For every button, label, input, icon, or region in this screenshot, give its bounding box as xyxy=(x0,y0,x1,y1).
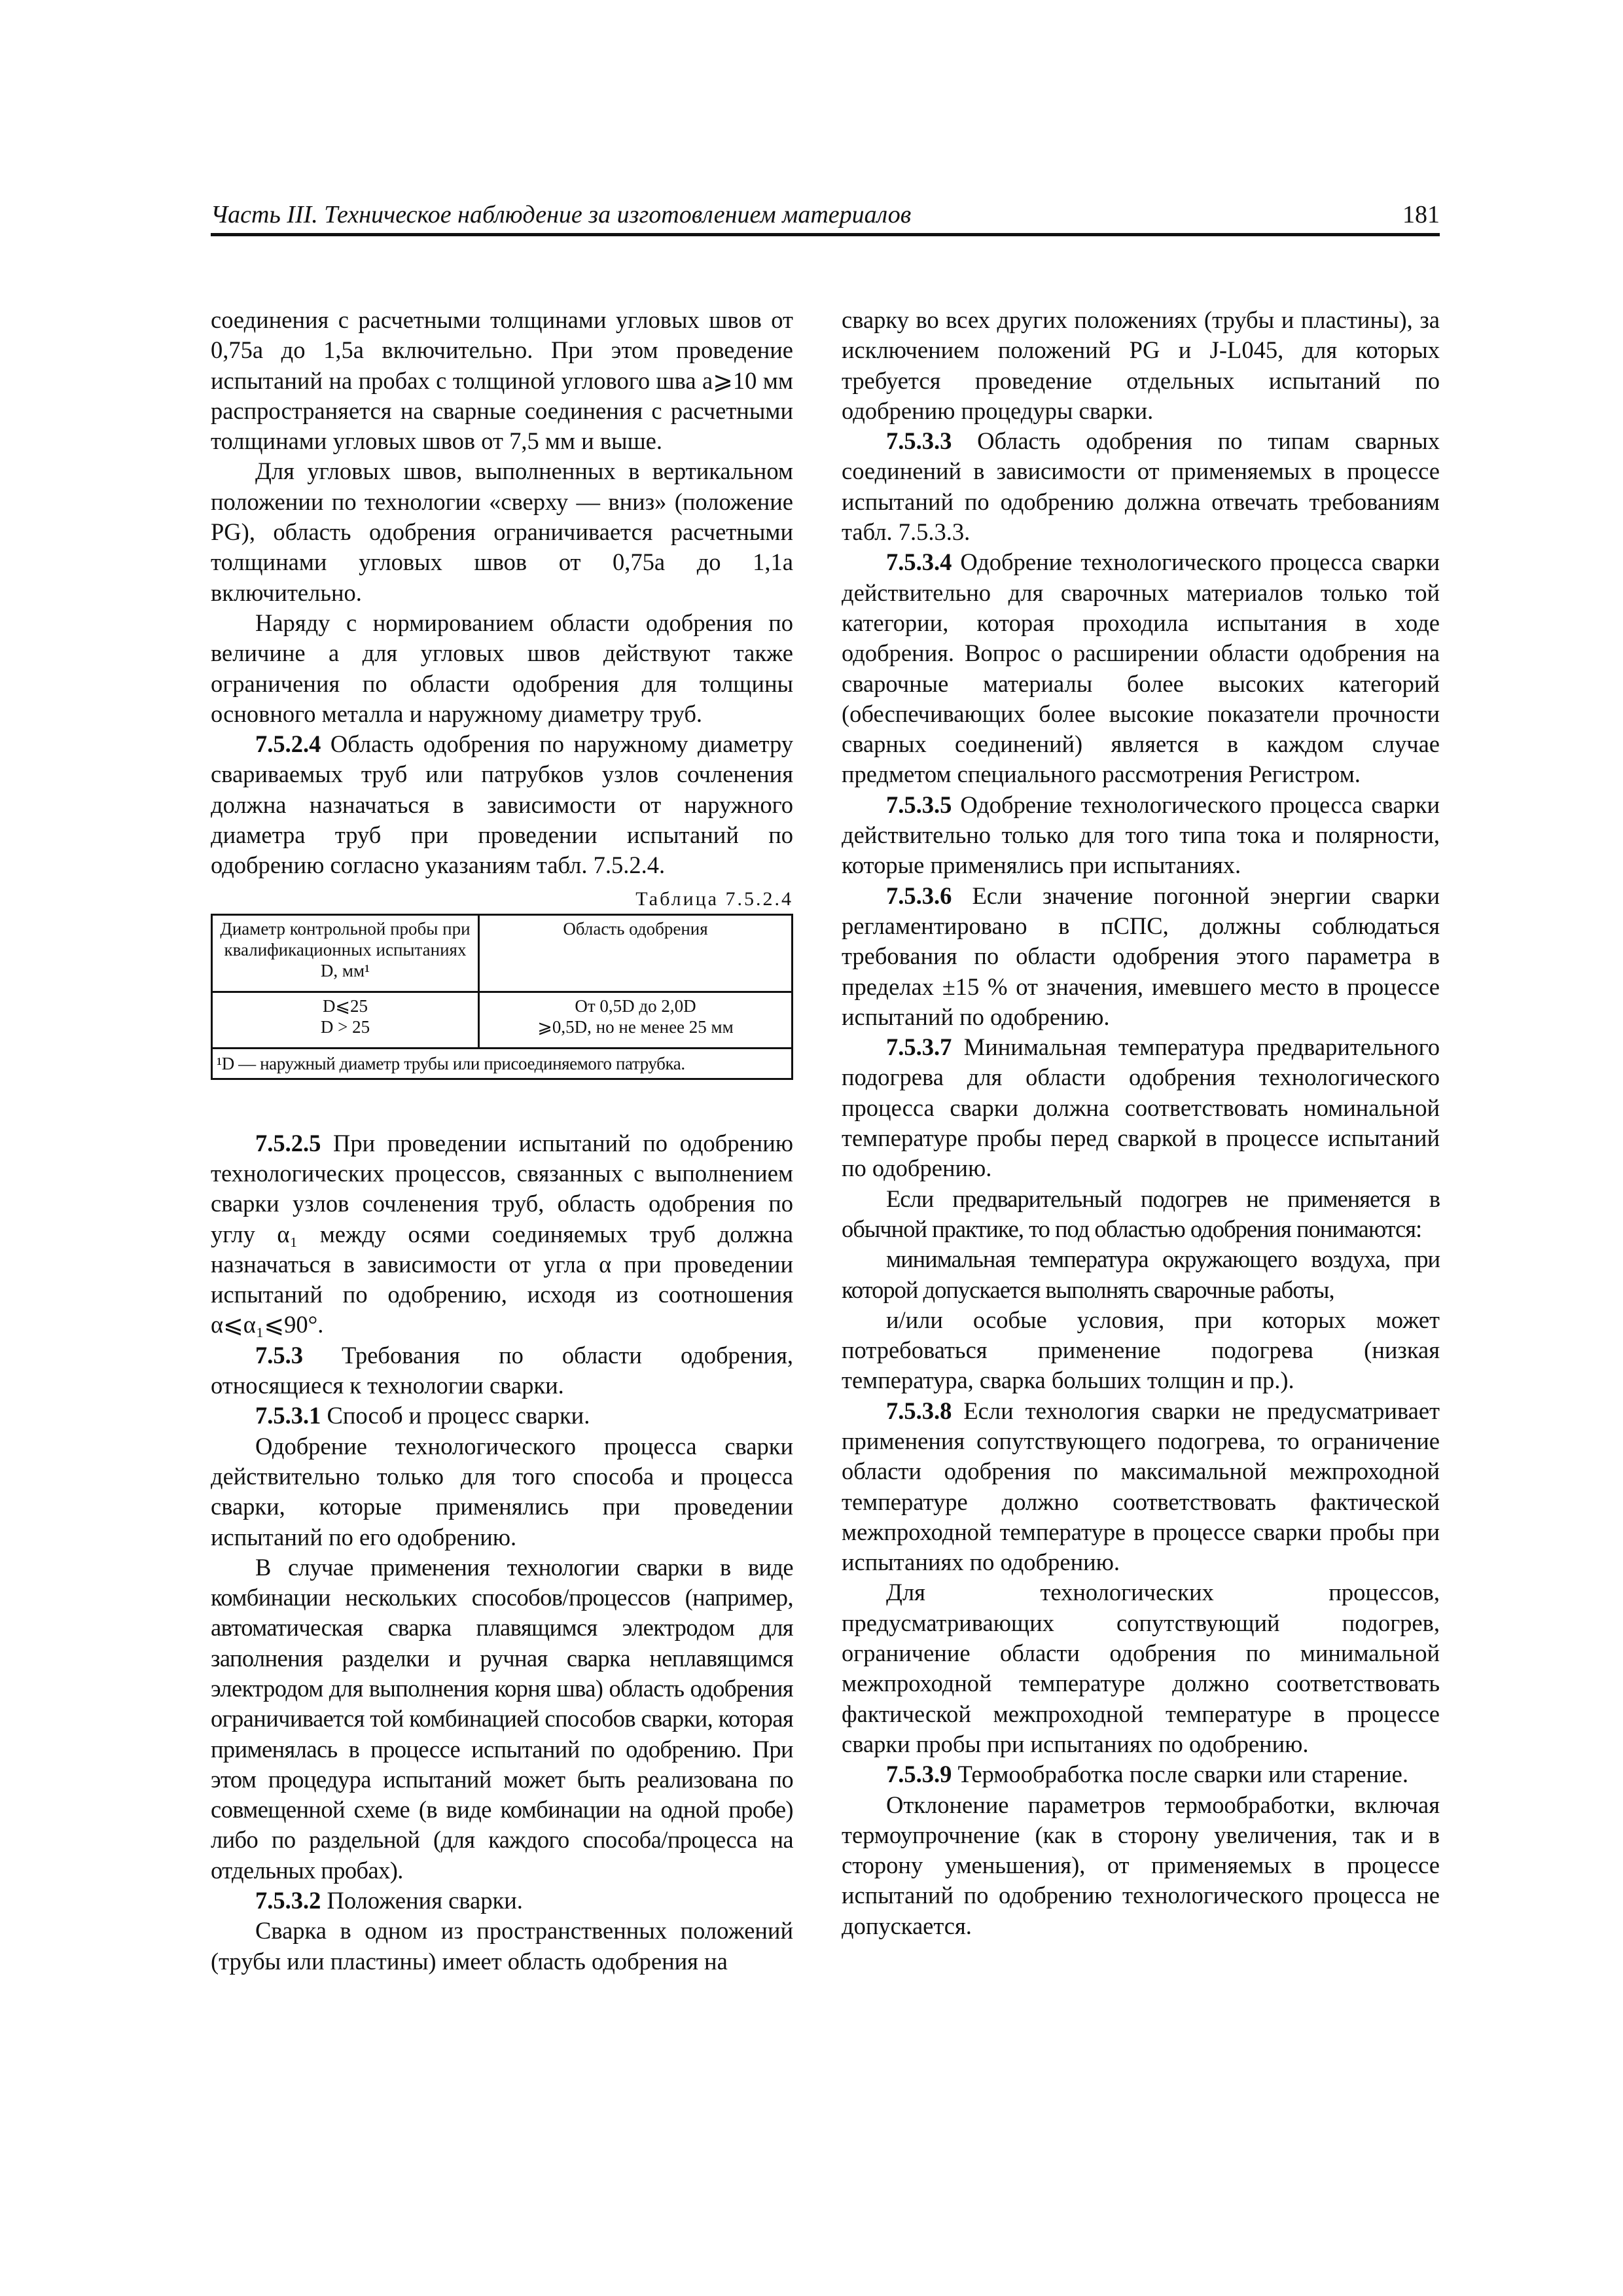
clause-text: Одобрение технологического процесса сварки действительно только для того типа тока и полярности, которые применялись при испытаниях. xyxy=(842,791,1440,879)
clause-text: Способ и процесс сварки. xyxy=(321,1402,590,1429)
clause-text: Требования по области одобрения, относящиеся к технологии сварки. xyxy=(211,1341,793,1399)
paragraph: Одобрение технологического процесса сварки действительно только для того способа и процесса сварки, которые применялись при проведении испытаний по его одобрению. xyxy=(211,1432,793,1551)
clause-7-5-3-3 xyxy=(842,426,1440,547)
clause-number: 7.5.3.6 xyxy=(886,882,952,909)
clause-7-5-3-2 xyxy=(211,1886,793,1916)
clause-number: 7.5.3.4 xyxy=(886,548,952,576)
clause-7-5-3-7 xyxy=(842,1032,1440,1183)
table-7-5-2-4 xyxy=(211,886,793,1080)
clause-7-5-3-8 xyxy=(842,1396,1440,1578)
clause-number: 7.5.3.7 xyxy=(886,1033,952,1061)
clause-number: 7.5.3.8 xyxy=(886,1397,952,1424)
table-range: ⩾0,5D, но не менее 25 мм xyxy=(537,1016,734,1037)
clause-7-5-2-5 xyxy=(211,1128,793,1340)
list-item: минимальная температура окружающего воздуха, при которой допускается выполнять сварочные работы, xyxy=(842,1246,1440,1303)
clause-text: Если значение погонной энергии сварки регламентировано в пСПС, должны соблюдаться требования по области одобрения этого параметра в пределах ±15 % от значения, имевшего место в процессе испытаний по одобрению. xyxy=(842,882,1440,1030)
table-range: От 0,5D до 2,0D xyxy=(575,996,696,1016)
clause-number: 7.5.3.5 xyxy=(886,791,952,818)
paragraph: Для технологических процессов, предусматривающих сопутствующий подогрев, ограничение области одобрения по минимальной межпроходной температуре должно соответствовать фактической межпроходной температуре в процессе сварки пробы при испытаниях по одобрению. xyxy=(842,1579,1440,1757)
table-caption: Таблица 7.5.2.4 xyxy=(635,888,793,910)
right-column xyxy=(842,305,1440,1941)
clause-text: Минимальная температура предварительного подогрева для области одобрения технологического процесса сварки должна соответствовать номинальной температуре пробы перед сваркой в процессе испытаний по одобрению. xyxy=(842,1033,1440,1182)
clause-7-5-2-4 xyxy=(211,729,793,880)
clause-text: Положения сварки. xyxy=(321,1887,523,1914)
table-cell-ranges xyxy=(479,992,793,1048)
clause-text: Одобрение технологического процесса сварки действительно для сварочных материалов только той категории, которая проходила испытания в ходе одобрения. Вопрос о расширении области одобрения на сварочные материалы более высоких категорий (обеспечивающих более высокие показатели прочности сварных соединений) является в каждом случае предметом специального рассмотрения Регистром. xyxy=(842,548,1440,788)
paragraph: сварку во всех других положениях (трубы и пластины), за исключением положений PG и J-L045, для которых требуется проведение отдельных испытаний по одобрению процедуры сварки. xyxy=(842,306,1440,424)
paragraph: Отклонение параметров термообработки, включая термоупрочнение (как в сторону увеличения, так и в сторону уменьшения), от применяемых в процессе испытаний по одобрению технологического процесса не допускается. xyxy=(842,1791,1440,1939)
clause-number: 7.5.3.9 xyxy=(886,1761,952,1788)
clause-7-5-3 xyxy=(211,1340,793,1401)
clause-7-5-3-9 xyxy=(842,1759,1440,1789)
table-condition: D > 25 xyxy=(320,1016,370,1037)
clause-text: Если технология сварки не предусматривает применения сопутствующего подогрева, то ограничение области одобрения по максимальной межпроходной температуре должно соответствовать фактической межпроходной температуре в процессе сварки пробы при испытаниях по одобрению. xyxy=(842,1397,1440,1576)
paragraph: Если предварительный подогрев не применяется в обычной практике, то под областью одобрения понимаются: xyxy=(842,1185,1440,1242)
clause-text: Термообработка после сварки или старение. xyxy=(952,1761,1408,1788)
clause-text: Область одобрения по наружному диаметру свариваемых труб или патрубков узлов сочленения должна назначаться в зависимости от наружного диаметра труб при проведении испытаний по одобрению согласно указаниям табл. 7.5.2.4. xyxy=(211,730,793,879)
table-cell-conditions xyxy=(212,992,479,1048)
paragraph: Наряду с нормированием области одобрения по величине a для угловых швов действуют также ограничения по области одобрения для толщины основного металла и наружному диаметру труб. xyxy=(211,609,793,727)
clause-7-5-3-1 xyxy=(211,1401,793,1431)
running-header xyxy=(211,200,1440,236)
clause-number: 7.5.3.1 xyxy=(255,1402,321,1429)
left-column xyxy=(211,305,793,1977)
paragraph: соединения с расчетными толщинами угловых швов от 0,75a до 1,5a включительно. При этом проведение испытаний на пробах с толщиной углового шва a⩾10 мм распространяется на сварные соединения с расчетными толщинами угловых швов от 7,5 мм и выше. xyxy=(211,306,793,455)
clause-7-5-3-6 xyxy=(842,881,1440,1032)
paragraph: Для угловых швов, выполненных в вертикальном положении по технологии «сверху — вниз» (положение PG), область одобрения ограничивается расчетными толщинами угловых швов от 0,75a до 1,1a включительно. xyxy=(211,457,793,606)
clause-number: 7.5.3.2 xyxy=(255,1887,321,1914)
header-title: Часть III. Техническое наблюдение за изготовлением материалов xyxy=(211,201,912,228)
clause-7-5-3-4 xyxy=(842,547,1440,789)
list-item: и/или особые условия, при которых может потребоваться применение подогрева (низкая температура, сварка больших толщин и пр.). xyxy=(842,1306,1440,1394)
table-condition: D⩽25 xyxy=(322,996,368,1016)
clause-number: 7.5.2.4 xyxy=(255,730,321,758)
clause-text: Область одобрения по типам сварных соединений в зависимости от применяемых в процессе испытаний по одобрению должна отвечать требованиям табл. 7.5.3.3. xyxy=(842,427,1440,546)
table-header-range: Область одобрения xyxy=(479,914,793,992)
table-footnote: ¹D — наружный диаметр трубы или присоединяемого патрубка. xyxy=(212,1048,793,1079)
clause-number: 7.5.3 xyxy=(255,1341,303,1369)
paragraph: В случае применения технологии сварки в виде комбинации нескольких способов/процессов (например, автоматическая сварка плавящимся электродом для заполнения разделки и ручная сварка неплавящимся электродом для выполнения корня шва) область одобрения ограничивается той комбинацией способов сварки, которая применялась в процессе испытаний по одобрению. При этом процедура испытаний может быть реализована по совмещенной схеме (в виде комбинации на одной пробе) либо по раздельной (для каждого способа/процесса на отдельных пробах). xyxy=(211,1553,794,1884)
clause-7-5-3-5 xyxy=(842,790,1440,881)
page-number: 181 xyxy=(1402,201,1440,228)
clause-text: При проведении испытаний по одобрению технологических процессов, связанных с выполнением сварки узлов сочленения труб, область одобрения по углу α₁ между осями соединяемых труб должна назначаться в зависимости от угла α при проведении испытаний по одобрению, исходя из соотношения α⩽α₁⩽90°. xyxy=(211,1129,793,1338)
clause-number: 7.5.2.5 xyxy=(255,1129,321,1157)
clause-number: 7.5.3.3 xyxy=(886,427,952,455)
table-header-diameter: Диаметр контрольной пробы при квалификационных испытаниях D, мм¹ xyxy=(212,914,479,992)
paragraph: Сварка в одном из пространственных положений (трубы или пластины) имеет область одобрения на xyxy=(211,1917,793,1975)
approval-range-table xyxy=(211,914,793,1080)
